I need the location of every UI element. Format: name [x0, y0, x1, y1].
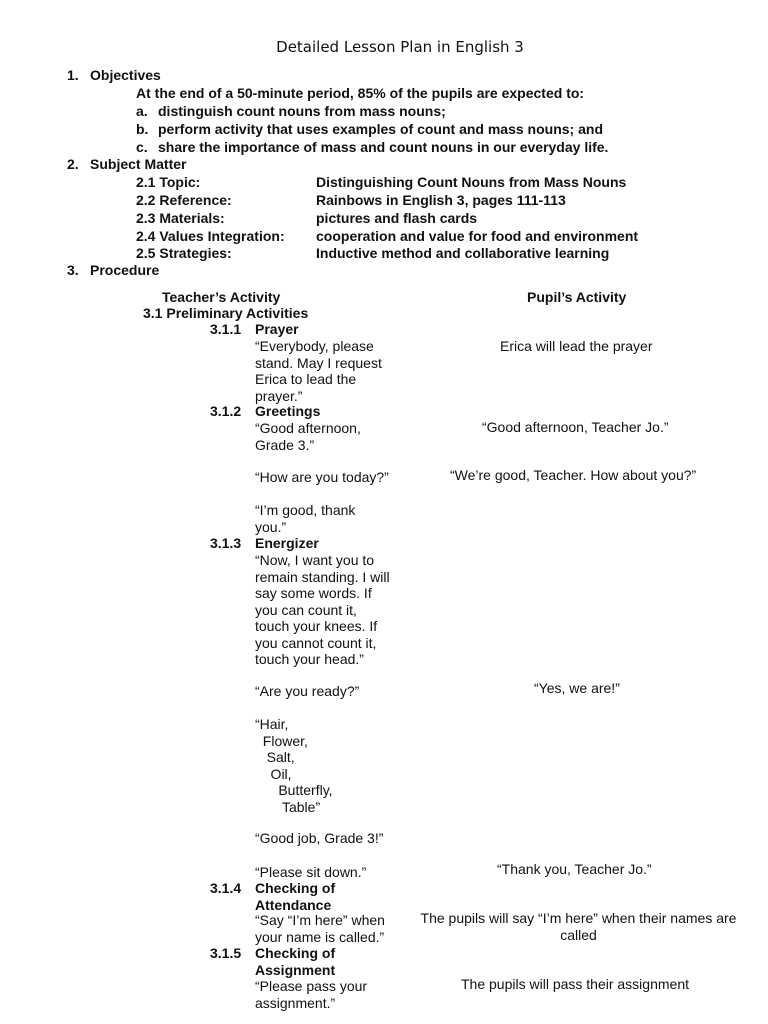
subject-value: Inductive method and collaborative learning [316, 245, 610, 261]
subject-label: 2.2 Reference: [136, 192, 232, 208]
subsection-title-greetings: Greetings [255, 403, 321, 419]
teacher-line: “Please sit down.” [255, 864, 367, 880]
teacher-line: “Are you ready?” [255, 683, 360, 699]
subsection-number: 3.1.4 [210, 880, 242, 896]
pupil-line: “Thank you, Teacher Jo.” [497, 861, 652, 877]
objective-letter: b. [136, 121, 149, 137]
section-number: 3. [67, 262, 79, 278]
subsection-number: 3.1.3 [210, 535, 242, 551]
objective-text: perform activity that uses examples of count and mass nouns; and [158, 121, 603, 137]
subsection-title-prayer: Prayer [255, 321, 299, 337]
objective-letter: a. [136, 103, 148, 119]
pupil-line: The pupils will pass their assignment [461, 976, 689, 992]
teacher-line: “How are you today?” [255, 469, 389, 485]
pupil-activity-header: Pupil’s Activity [527, 289, 627, 305]
subsection-title-assignment: Checking of Assignment [255, 945, 336, 978]
subject-value: pictures and flash cards [316, 210, 478, 226]
pupil-line: Erica will lead the prayer [500, 338, 653, 354]
teacher-line: “Now, I want you to remain standing. I will say some words. If you can count it, touch your knees. If you cannot count it, touch your head.” [255, 552, 390, 667]
section-number: 1. [67, 67, 79, 83]
objective-text: distinguish count nouns from mass nouns; [158, 103, 446, 119]
pupil-line: “Good afternoon, Teacher Jo.” [482, 419, 669, 435]
pupil-line: “Yes, we are!” [534, 680, 620, 696]
subsection-title-energizer: Energizer [255, 535, 319, 551]
teacher-line: “Please pass your assignment.” [255, 978, 368, 1011]
teacher-line: “Say “I’m here” when your name is called.” [255, 912, 385, 945]
section-heading-objectives: Objectives [90, 67, 161, 83]
energizer-word-list: “Hair, Flower, Salt, Oil, Butterfly, Table” [255, 716, 333, 815]
subsection-number: 3.1.1 [210, 321, 242, 337]
objective-letter: c. [136, 139, 148, 155]
document-title: Detailed Lesson Plan in English 3 [276, 38, 524, 56]
teacher-line: “I’m good, thank you.” [255, 502, 356, 535]
subsection-title-attendance: Checking of Attendance [255, 880, 336, 913]
teacher-line: “Good job, Grade 3!” [255, 830, 384, 846]
subject-value: Distinguishing Count Nouns from Mass Nouns [316, 174, 627, 190]
subject-label: 2.1 Topic: [136, 174, 201, 190]
subject-label: 2.5 Strategies: [136, 245, 232, 261]
subject-label: 2.3 Materials: [136, 210, 225, 226]
pupil-line: “We’re good, Teacher. How about you?” [450, 467, 697, 483]
teacher-line: “Good afternoon, Grade 3.” [255, 420, 361, 453]
subsection-number: 3.1.2 [210, 403, 242, 419]
objective-text: share the importance of mass and count nouns in our everyday life. [158, 139, 609, 155]
teacher-line: “Everybody, please stand. May I request Erica to lead the prayer.” [255, 338, 382, 404]
pupil-line: The pupils will say “I’m here” when their names are called [420, 910, 737, 943]
subject-label: 2.4 Values Integration: [136, 228, 285, 244]
subsection-number: 3.1.5 [210, 945, 242, 961]
section-number: 2. [67, 156, 79, 172]
section-heading-procedure: Procedure [90, 262, 160, 278]
subject-value: cooperation and value for food and environment [316, 228, 639, 244]
section-heading-subject-matter: Subject Matter [90, 156, 187, 172]
teacher-activity-header: Teacher’s Activity [162, 289, 281, 305]
preliminary-activities-heading: 3.1 Preliminary Activities [143, 305, 309, 321]
objectives-intro: At the end of a 50-minute period, 85% of the pupils are expected to: [136, 85, 585, 101]
subject-value: Rainbows in English 3, pages 111-113 [316, 192, 566, 208]
